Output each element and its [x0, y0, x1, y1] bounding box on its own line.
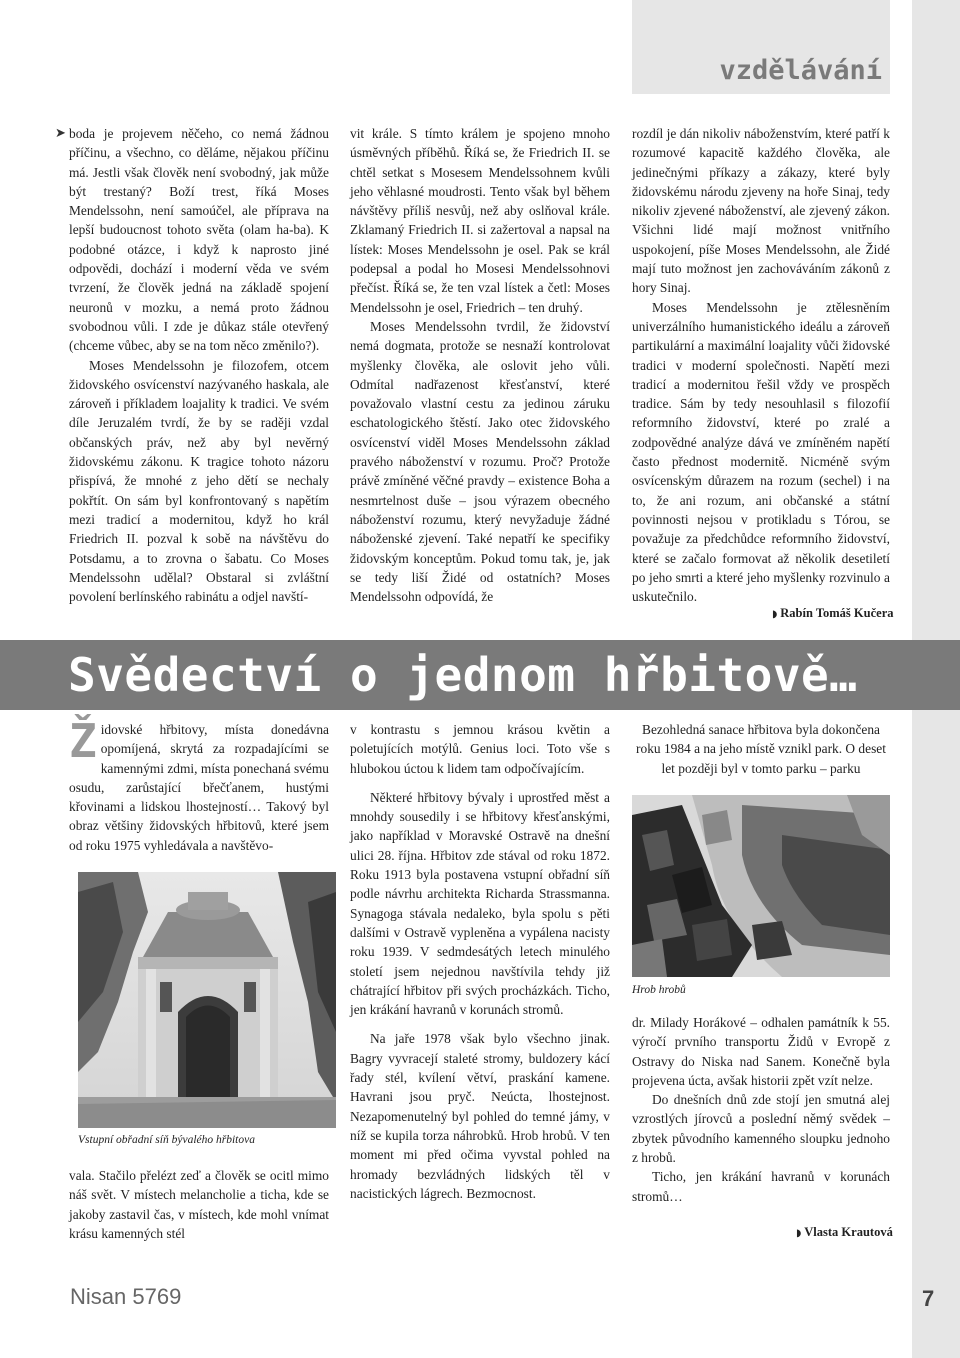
paragraph: boda je projevem něčeho, co nemá žádnou příčinu, a všechno, co děláme, nějakou příčinu má. Jestli však člověk není svobodný, jak může být trestaný? Boží trest, říká Moses Mendelssohn, není samoúčel, ale příprava na lepší budoucnost tohoto světa (olam ha-ba). K podobné otázce, i když k naprosto jiné odpovědi, dochází i moderní věda ve svém tvrzení, že člověk jedná na základě spojení neuronů v mozku, a nemá proto žádnou svobodnou vůli. I zde je důkaz stále otevřený (chceme vůbec, aby se na tom něco změnilo?).	[69, 126, 329, 354]
article-column-3-top	[632, 720, 890, 778]
top-column-1	[69, 124, 329, 606]
paragraph: Ticho, jen krákání havranů v korunách stromů…	[632, 1169, 890, 1204]
paragraph: vit krále. S tímto králem je spojeno mnoho úsměvných příběhů. Říká se, že Friedrich II. se chtěl setkat s Mosesem Mendelssohnem kvůli jeho věhlasné moudrosti. Tento však byl během návštěvy příliš nesvůj, než aby oslňoval krále. Zklamaný Friedrich II. si zažertoval a napsal na lístek: Moses Mendelssohn je osel. Pak se král podepsal a podal ho Mosesi Mendelssohnovi přečíst. Říká se, že ten vzal lístek a četl: Moses Mendelssohn je osel, Friedrich – ten druhý.	[350, 126, 610, 315]
paragraph: vala. Stačilo přelézt zeď a člověk se ocitl mimo náš svět. V místech melancholie a ticha, kde se jakoby zastavil čas, v místech, kde mohl vnímat krásu kamenných stél	[69, 1168, 329, 1241]
continuation-arrow-icon: ➤	[55, 126, 66, 141]
ceremonial-hall-image	[78, 872, 336, 1128]
top-column-3	[632, 124, 890, 606]
paragraph: Moses Mendelssohn tvrdil, že židovství nemá dogmata, protože se nesnaží kontrolovat myšlenky člověka, ale oslovit jeho vůli. Odmítal nadřazenost křesťanství, které považovalo vlastní cestu za jedinou záruku eschatologického štěstí. Jako otec židovského osvícenství viděl Moses Mendelssohn základ pravého náboženství v rozumu. Proč? Protože právě zmíněné věčné pravdy – existence Boha a nesmrtelnost duše – jsou výrazem obecného náboženství rozumu, který nevyžaduje žádné náboženské zjevení. Také nepatří ke specifiky židovským konceptům. Pokud tomu tak, je, jak se tedy liší Židé od ostatních? Moses Mendelssohn odpovídá, že	[350, 318, 610, 605]
author-signature: ◗ Vlasta Krautová	[796, 1225, 893, 1239]
issue-label: Nisan 5769	[70, 1284, 182, 1309]
triangle-icon: ◗	[796, 1228, 802, 1239]
paragraph: idovské hřbitovy, místa donedávna opomíjená, skrytá za rozpadajícími se kamennými zdmi, místa ponechaná svému osudu, zarůstající břečťanem, hustými křovinami a lidskou lhostejností… Takový byl obraz většiny židovských hřbitovů, které jsem od roku 1975 vyhledávala a navštěvo-	[69, 722, 329, 853]
paragraph: dr. Milady Horákové – odhalen památník k 55. výročí prvního transportu Židů v Evropě z Ostravy do Niska nad Sanem. Konečně byla projevena úcta, avšak historii zpět vzít nelze.	[632, 1015, 890, 1088]
photo-ceremonial-hall	[78, 872, 336, 1128]
photo-caption: Hrob hrobů	[632, 984, 686, 996]
paragraph: rozdíl je dán nikoliv náboženstvím, které patří k rozumové kapacitě každého člověka, ale jedinečnými příkazy a zákazy, které byly židovskému národu zjeveny na hoře Sinaj, tedy nikoliv zjevené náboženství, ale zjevený zákon. Všichni lidé mají možnost vnitřního uspokojení, píše Moses Mendelssohn, ale Židé mají tuto možnost jen zachováváním zákonů z hory Sinaj.	[632, 126, 890, 296]
triangle-icon: ◗	[772, 609, 778, 620]
paragraph: Na jaře 1978 však bylo všechno jinak. Bagry vyvracejí staleté stromy, buldozery kácí řady stél, kvílení větví, praskání kamene. Havrani jsou pryč. Neúcta, lhostejnost. Nezapomenutelný byl pohled do temné jámy, v níž se kupila torza náhrobků. Hrob hrobů. V ten moment mi před očima vyvstal pohled na hromady bezvládných lidských těl v nacistických lágrech. Bezmocnost.	[350, 1031, 610, 1201]
paragraph: Některé hřbitovy bývaly i uprostřed měst a mnohdy sousedily i se hřbitovy křesťanskými, jako například v Moravské Ostravě na dnešní ulici 28. října. Hřbitov zde stával od roku 1872. Roku 1913 byla postavena vstupní obřadní síň podle návrhu architekta Richarda Strassmanna. Synagoga stávala nedaleko, byla spolu s pěti dalšími v Ostravě vypleněna a vypálena nacisty roku 1939. V sedmdesátých letech minulého století jsem nejednou navštívila tehdy již chátrající hřbitov při svých procházkách. Ticho, jen krákání havranů v korunách stromů.	[350, 789, 610, 1018]
paragraph: v kontrastu s jemnou krásou květin a poletujících motýlů. Genius loci. Toto vše s hlubokou úctou k lidem tam odpočívajícím.	[350, 722, 610, 776]
article-title-band	[0, 640, 960, 710]
drop-cap: Ž	[69, 714, 97, 768]
paragraph: Moses Mendelssohn je ztělesněním univerzálního humanistického ideálu a zároveň partikulární a maximální loajality vůči židovské tradici v moderní společnosti. Napětí mezi tradicí a modernitou řešil vždy ve prospěch tradice. Sám by tedy nesouhlasil s filozofií reformního židovství, které po zralé a zodpovědné analýze dává ve zmíněném napětí často přednost modernitě. Nicméně svým osvícenským důrazem na rozum (sechel) i na to, že ani rozum, ani občanské a státní povinnosti nejsou v protikladu s Tórou, se považuje za předchůdce reformního židovství, které se začalo formovat až několik desetiletí po jeho smrti a které jeho myšlenky rozvinulo a uskutečnilo.	[632, 299, 890, 605]
photo-caption: Vstupní obřadní síň bývalého hřbitova	[78, 1134, 255, 1146]
paragraph: Do dnešních dnů zde stojí jen smutná alej vzrostlých jírovců a poslední němý svědek – zbytek původního kamenného sloupku jednoho z hrobů.	[632, 1092, 890, 1166]
top-column-2	[350, 124, 610, 606]
page-number: 7	[922, 1286, 935, 1311]
photo-grave-of-graves	[632, 795, 890, 977]
article-column-1-bottom	[69, 1166, 329, 1243]
article-column-2	[350, 720, 610, 1203]
article-title: Svědectví o jednom hřbitově…	[68, 648, 858, 702]
section-header	[632, 0, 890, 94]
article-column-3-bottom	[632, 1013, 890, 1206]
section-label: vzdělávání	[719, 55, 882, 86]
paragraph: Bezohledná sanace hřbitova byla dokončena roku 1984 a na jeho místě vznikl park. O deset let později byl v tomto parku – parku	[636, 722, 886, 776]
grave-pit-image	[632, 795, 890, 977]
paragraph: Moses Mendelssohn je filozofem, otcem židovského osvícenství nazývaného haskala, ale zároveň i příkladem loajality k tradici. Ve svém díle Jeruzalém tvrdí, že by se raději vzdal občanských práv, než aby byl nevěrný židovskému zákonu. K tragice tohoto názoru přispívá, že mnohé z jeho dětí se nechaly pokřtít. On sám byl konfrontovaný s napětím mezi tradicí a modernitou, když ho král Friedrich II. pozval k sobě na návštěvu do Potsdamu, a to zrovna o šabatu. Co Moses Mendelssohn udělal? Obstaral si zvláštní povolení berlínského rabinátu a odjel navští-	[69, 357, 329, 605]
author-signature: ◗ Rabín Tomáš Kučera	[772, 606, 894, 620]
article-column-1-top	[69, 714, 329, 855]
